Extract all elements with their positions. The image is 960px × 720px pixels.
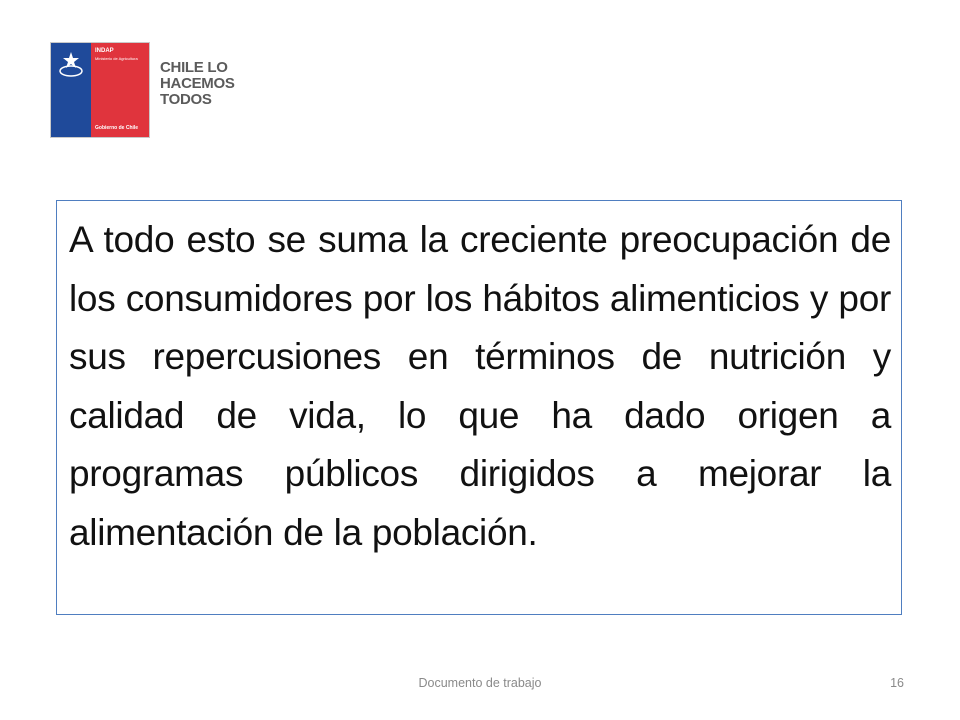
logo-government: Gobierno de Chile <box>95 125 139 131</box>
government-emblem <box>50 42 150 138</box>
body-paragraph: A todo esto se suma la creciente preocupación de los consumidores por los hábitos alimenticios y por sus repercusiones en términos de nutrición y calidad de vida, lo que ha dado origen a programas públicos dirigidos a mejorar la alimentación de la población. <box>69 219 891 553</box>
slogan-line: TODOS <box>160 91 212 108</box>
logo-ministry: Ministerio de Agricultura <box>95 56 138 61</box>
logo-brand: INDAP <box>95 48 114 54</box>
main-text-box <box>56 200 902 615</box>
logo-slogan <box>160 60 260 108</box>
page-number: 16 <box>890 676 904 690</box>
indap-logo <box>50 42 250 138</box>
slogan-line: CHILE LO <box>160 59 228 76</box>
footer-document-label: Documento de trabajo <box>418 676 542 690</box>
coat-of-arms-icon <box>56 49 86 79</box>
slogan-line: HACEMOS <box>160 75 235 92</box>
